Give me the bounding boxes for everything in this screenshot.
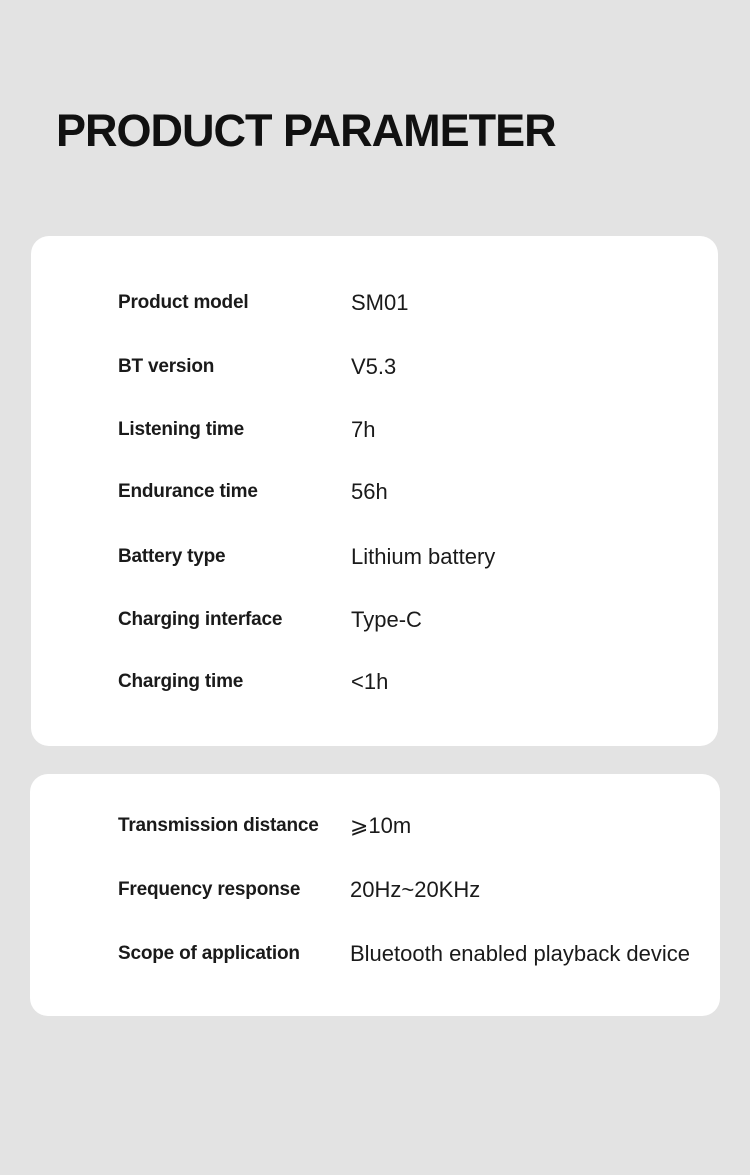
parameter-label: Scope of application: [118, 943, 300, 964]
parameter-label: Charging interface: [118, 609, 283, 630]
parameter-value: SM01: [351, 290, 409, 315]
parameter-label: Battery type: [118, 546, 226, 567]
parameter-label: Transmission distance: [118, 815, 319, 836]
parameter-label: BT version: [118, 356, 215, 377]
parameter-row-battery-type: [31, 542, 718, 572]
parameter-label: Frequency response: [118, 879, 301, 900]
parameter-value: 7h: [351, 417, 376, 442]
parameter-value: 20Hz~20KHz: [350, 877, 481, 902]
page-title: PRODUCT PARAMETER: [56, 105, 556, 156]
parameter-row-transmission-distance: [30, 811, 720, 841]
parameter-card-primary: [31, 236, 718, 746]
parameter-value: 56h: [351, 479, 388, 504]
parameter-row-endurance-time: [31, 477, 718, 507]
parameter-label: Product model: [118, 292, 249, 313]
parameter-value: ⩾10m: [350, 813, 412, 838]
parameter-row-charging-time: [31, 667, 718, 697]
parameter-label: Charging time: [118, 671, 244, 692]
parameter-row-frequency-response: [30, 875, 720, 905]
parameter-value: Lithium battery: [351, 544, 496, 569]
parameter-label: Endurance time: [118, 481, 258, 502]
parameter-row-scope-of-application: [30, 939, 720, 969]
parameter-value: Bluetooth enabled playback device: [350, 941, 691, 966]
parameter-value: Type-C: [351, 607, 422, 632]
parameter-row-charging-interface: [31, 605, 718, 635]
parameter-value: <1h: [351, 669, 389, 694]
parameter-row-listening-time: [31, 415, 718, 445]
parameter-card-secondary: [30, 774, 720, 1016]
parameter-row-product-model: [31, 288, 718, 318]
parameter-label: Listening time: [118, 419, 244, 440]
parameter-row-bt-version: [31, 352, 718, 382]
parameter-value: V5.3: [351, 354, 397, 379]
